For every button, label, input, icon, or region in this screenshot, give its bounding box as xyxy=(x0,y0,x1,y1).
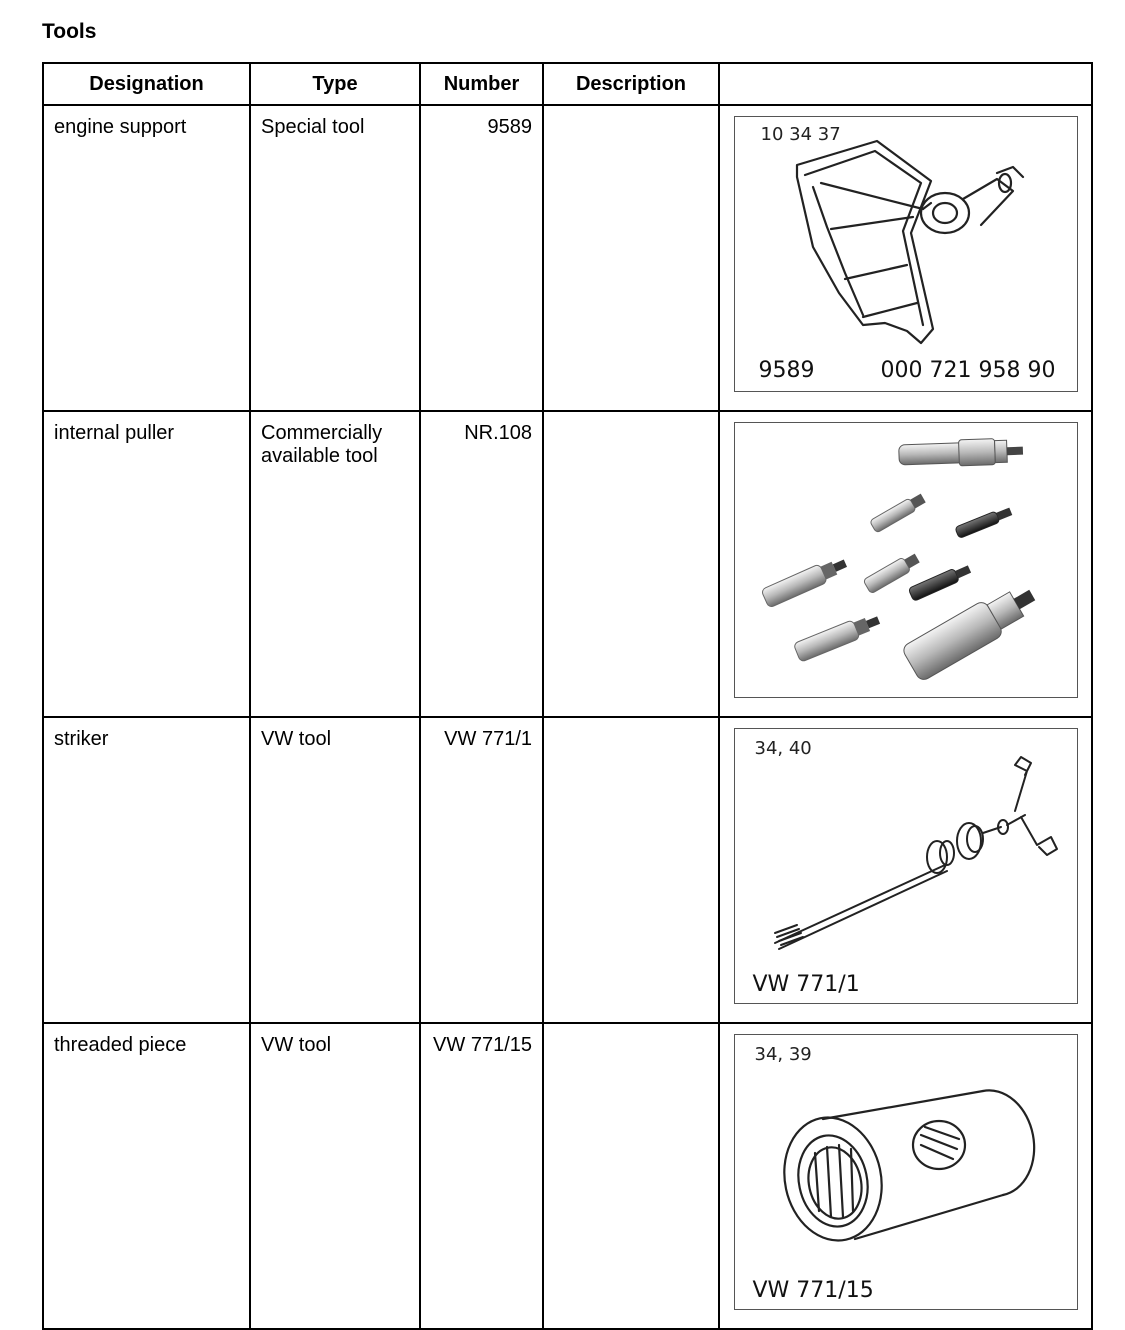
striker-figure xyxy=(734,728,1078,1004)
tools-table xyxy=(42,62,1093,1330)
engine-support-figure xyxy=(734,116,1078,392)
cell-type: Commercially available tool xyxy=(250,411,420,717)
cell-description xyxy=(543,411,719,717)
cell-image xyxy=(719,105,1092,411)
engine-support-drawing xyxy=(735,117,1077,391)
cell-number: 9589 xyxy=(420,105,543,411)
figure-label: VW 771/1 xyxy=(752,972,860,997)
internal-puller-photo xyxy=(735,423,1077,697)
table-row xyxy=(43,105,1092,411)
page-title: Tools xyxy=(42,20,97,43)
cell-image xyxy=(719,717,1092,1023)
threaded-piece-figure xyxy=(734,1034,1078,1310)
header-designation: Designation xyxy=(43,63,250,105)
header-type: Type xyxy=(250,63,420,105)
cell-type: VW tool xyxy=(250,1023,420,1329)
header-image xyxy=(719,63,1092,105)
figure-ref: 34, 39 xyxy=(754,1044,812,1065)
table-header-row xyxy=(43,63,1092,105)
cell-type: VW tool xyxy=(250,717,420,1023)
header-description: Description xyxy=(543,63,719,105)
cell-designation: internal puller xyxy=(43,411,250,717)
cell-number: VW 771/1 xyxy=(420,717,543,1023)
cell-designation: striker xyxy=(43,717,250,1023)
table-row xyxy=(43,717,1092,1023)
figure-ref: 34, 40 xyxy=(754,738,812,759)
cell-designation: threaded piece xyxy=(43,1023,250,1329)
cell-description xyxy=(543,717,719,1023)
header-number: Number xyxy=(420,63,543,105)
threaded-piece-drawing xyxy=(735,1035,1077,1309)
internal-puller-figure xyxy=(734,422,1078,698)
cell-description xyxy=(543,1023,719,1329)
cell-image xyxy=(719,411,1092,717)
figure-label: VW 771/15 xyxy=(752,1278,874,1303)
cell-type: Special tool xyxy=(250,105,420,411)
cell-description xyxy=(543,105,719,411)
figure-label-left: 9589 xyxy=(758,358,815,383)
table-row xyxy=(43,1023,1092,1329)
table-row xyxy=(43,411,1092,717)
cell-designation: engine support xyxy=(43,105,250,411)
striker-drawing xyxy=(735,729,1077,1003)
figure-label-right: 000 721 958 90 xyxy=(880,358,1056,383)
cell-number: VW 771/15 xyxy=(420,1023,543,1329)
cell-image xyxy=(719,1023,1092,1329)
cell-number: NR.108 xyxy=(420,411,543,717)
figure-ref: 10 34 37 xyxy=(760,124,841,145)
